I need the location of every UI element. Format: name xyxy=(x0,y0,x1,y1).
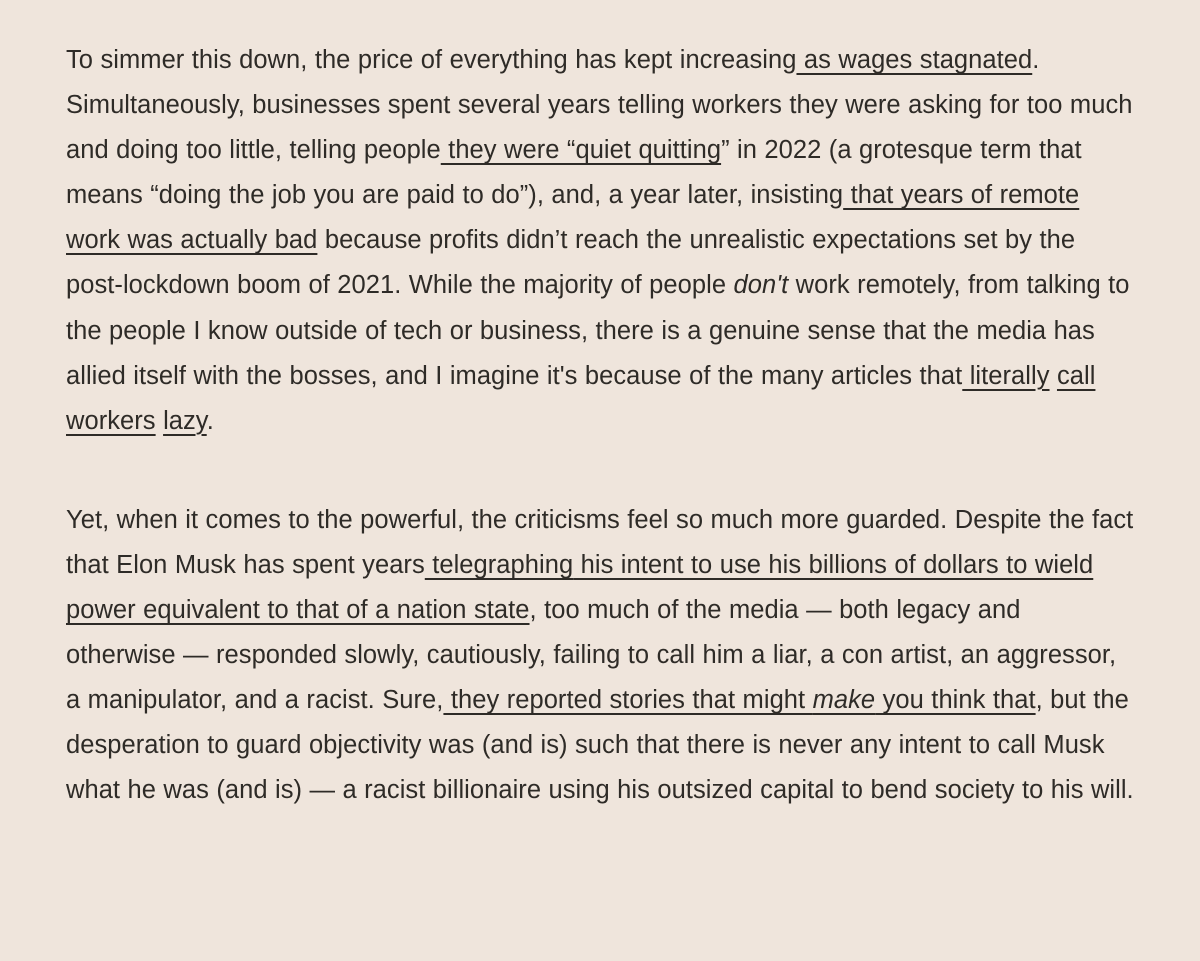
inline-link[interactable]: call xyxy=(1056,361,1096,390)
inline-link[interactable]: workers xyxy=(66,406,156,435)
inline-link[interactable]: you think that xyxy=(875,686,1036,715)
body-text: To simmer this down, the price of everything has kept increasing xyxy=(66,46,797,74)
paragraph xyxy=(66,38,1136,444)
body-text: . xyxy=(206,406,214,435)
emphasis-text: don't xyxy=(733,271,789,300)
body-text: . Simultaneously, businesses spent several years telling workers they were asking for too much and doing too little, telling people xyxy=(66,46,1133,165)
paragraph xyxy=(66,498,1136,814)
inline-link[interactable] xyxy=(813,686,876,714)
body-text: ” in 2022 (a grotesque term that means “doing the job you are paid to do”), and, a year later, insisting xyxy=(66,136,1082,210)
body-text: , but the desperation to guard objectivity was (and is) such that there is never any intent to call Musk what he was (and is) — a racist billionaire using his outsized capital to bend society to his will. xyxy=(66,686,1134,805)
body-text: work remotely, from talking to the people I know outside of tech or business, there is a genuine sense that the media has allied itself with the bosses, and I imagine it's because of the many articles that xyxy=(66,271,1130,390)
inline-link[interactable]: power equivalent to that of a nation state xyxy=(66,596,530,625)
inline-link[interactable]: his intent to use his billions of dollars to wield xyxy=(573,550,1094,579)
body-text: Yet, when it comes to the powerful, the criticisms feel so much more guarded. Despite the fact that Elon Musk has spent years xyxy=(66,505,1134,579)
article-body xyxy=(66,38,1136,814)
body-text: , too much of the media — both legacy and otherwise — responded slowly, cautiously, failing to call him a liar, a con artist, an aggressor, a manipulator, and a racist. Sure, xyxy=(66,596,1117,715)
inline-link[interactable]: they reported stories that might xyxy=(443,686,813,715)
body-text xyxy=(156,407,163,435)
emphasis-text: make xyxy=(812,686,876,715)
inline-link[interactable]: lazy xyxy=(163,406,207,435)
body-text xyxy=(1050,362,1057,390)
inline-link[interactable]: that years of remote work was actually bad xyxy=(66,181,1080,255)
inline-link[interactable]: telegraphing xyxy=(424,550,574,579)
inline-link[interactable]: literally xyxy=(962,361,1050,390)
inline-link[interactable]: they were “quiet quitting xyxy=(440,136,722,165)
inline-link[interactable]: as wages stagnated xyxy=(796,46,1033,74)
body-text: because profits didn’t reach the unrealistic expectations set by the post-lockdown boom of 2021. While the majority of people xyxy=(66,226,1083,300)
